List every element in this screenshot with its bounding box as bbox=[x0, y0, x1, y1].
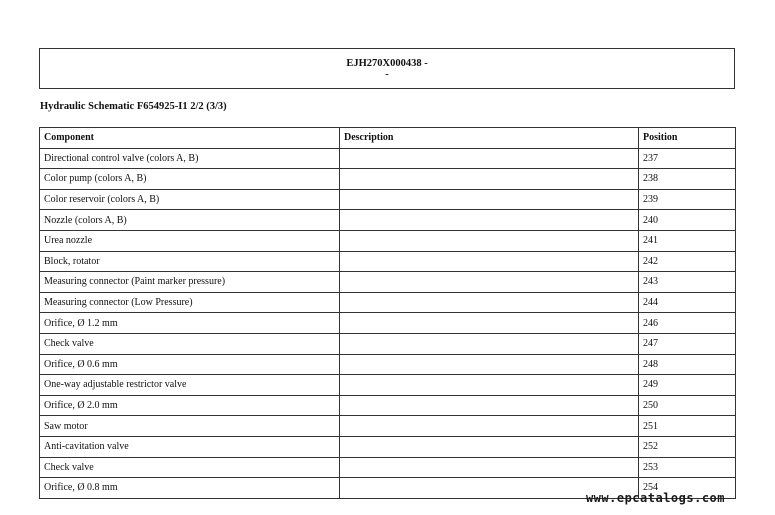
cell-position: 237 bbox=[639, 148, 736, 169]
cell-description bbox=[340, 251, 639, 272]
cell-component: Check valve bbox=[40, 457, 340, 478]
cell-component: Anti-cavitation valve bbox=[40, 436, 340, 457]
cell-position: 238 bbox=[639, 169, 736, 190]
cell-description bbox=[340, 313, 639, 334]
cell-component: One-way adjustable restrictor valve bbox=[40, 375, 340, 396]
cell-position: 242 bbox=[639, 251, 736, 272]
cell-component: Saw motor bbox=[40, 416, 340, 437]
table-row bbox=[40, 375, 736, 396]
table-row bbox=[40, 436, 736, 457]
cell-position: 249 bbox=[639, 375, 736, 396]
watermark: www.epcatalogs.com bbox=[585, 491, 725, 505]
cell-position: 246 bbox=[639, 313, 736, 334]
cell-component: Color reservoir (colors A, B) bbox=[40, 189, 340, 210]
table-row bbox=[40, 169, 736, 190]
table-row bbox=[40, 416, 736, 437]
table-body bbox=[40, 148, 736, 498]
page-title: Hydraulic Schematic F654925-I1 2/2 (3/3) bbox=[40, 101, 227, 112]
cell-position: 247 bbox=[639, 333, 736, 354]
cell-position: 254 bbox=[639, 478, 736, 499]
cell-description bbox=[340, 354, 639, 375]
cell-position: 252 bbox=[639, 436, 736, 457]
cell-description bbox=[340, 169, 639, 190]
table-header-row bbox=[40, 128, 736, 149]
cell-description bbox=[340, 457, 639, 478]
cell-component: Color pump (colors A, B) bbox=[40, 169, 340, 190]
cell-description bbox=[340, 272, 639, 293]
table-row bbox=[40, 189, 736, 210]
table-row bbox=[40, 313, 736, 334]
cell-position: 243 bbox=[639, 272, 736, 293]
serial-number-box bbox=[39, 48, 735, 89]
table-row bbox=[40, 251, 736, 272]
cell-position: 250 bbox=[639, 395, 736, 416]
column-header-description: Description bbox=[340, 128, 639, 149]
cell-component: Directional control valve (colors A, B) bbox=[40, 148, 340, 169]
serial-number-end: - bbox=[385, 69, 389, 80]
cell-description bbox=[340, 416, 639, 437]
table-row bbox=[40, 292, 736, 313]
cell-component: Orifice, Ø 1.2 mm bbox=[40, 313, 340, 334]
cell-position: 240 bbox=[639, 210, 736, 231]
cell-component: Orifice, Ø 2.0 mm bbox=[40, 395, 340, 416]
column-header-component: Component bbox=[40, 128, 340, 149]
table-row bbox=[40, 148, 736, 169]
cell-component: Urea nozzle bbox=[40, 230, 340, 251]
table-row bbox=[40, 272, 736, 293]
cell-component: Orifice, Ø 0.6 mm bbox=[40, 354, 340, 375]
components-table bbox=[39, 127, 736, 499]
table-row bbox=[40, 230, 736, 251]
cell-position: 251 bbox=[639, 416, 736, 437]
cell-description bbox=[340, 292, 639, 313]
cell-position: 244 bbox=[639, 292, 736, 313]
serial-number-range: EJH270X000438 - bbox=[346, 58, 428, 69]
cell-description bbox=[340, 189, 639, 210]
cell-description bbox=[340, 436, 639, 457]
cell-component: Measuring connector (Paint marker pressure) bbox=[40, 272, 340, 293]
cell-position: 253 bbox=[639, 457, 736, 478]
cell-description bbox=[340, 210, 639, 231]
cell-position: 248 bbox=[639, 354, 736, 375]
cell-component: Measuring connector (Low Pressure) bbox=[40, 292, 340, 313]
cell-component: Orifice, Ø 0.8 mm bbox=[40, 478, 340, 499]
cell-position: 241 bbox=[639, 230, 736, 251]
table-row bbox=[40, 354, 736, 375]
column-header-position: Position bbox=[639, 128, 736, 149]
cell-component: Check valve bbox=[40, 333, 340, 354]
cell-position: 239 bbox=[639, 189, 736, 210]
cell-description bbox=[340, 395, 639, 416]
cell-component: Block, rotator bbox=[40, 251, 340, 272]
cell-description bbox=[340, 148, 639, 169]
cell-component: Nozzle (colors A, B) bbox=[40, 210, 340, 231]
table-row bbox=[40, 395, 736, 416]
table-row bbox=[40, 333, 736, 354]
table-row bbox=[40, 457, 736, 478]
table-row bbox=[40, 210, 736, 231]
cell-description bbox=[340, 333, 639, 354]
cell-description bbox=[340, 230, 639, 251]
cell-description bbox=[340, 375, 639, 396]
